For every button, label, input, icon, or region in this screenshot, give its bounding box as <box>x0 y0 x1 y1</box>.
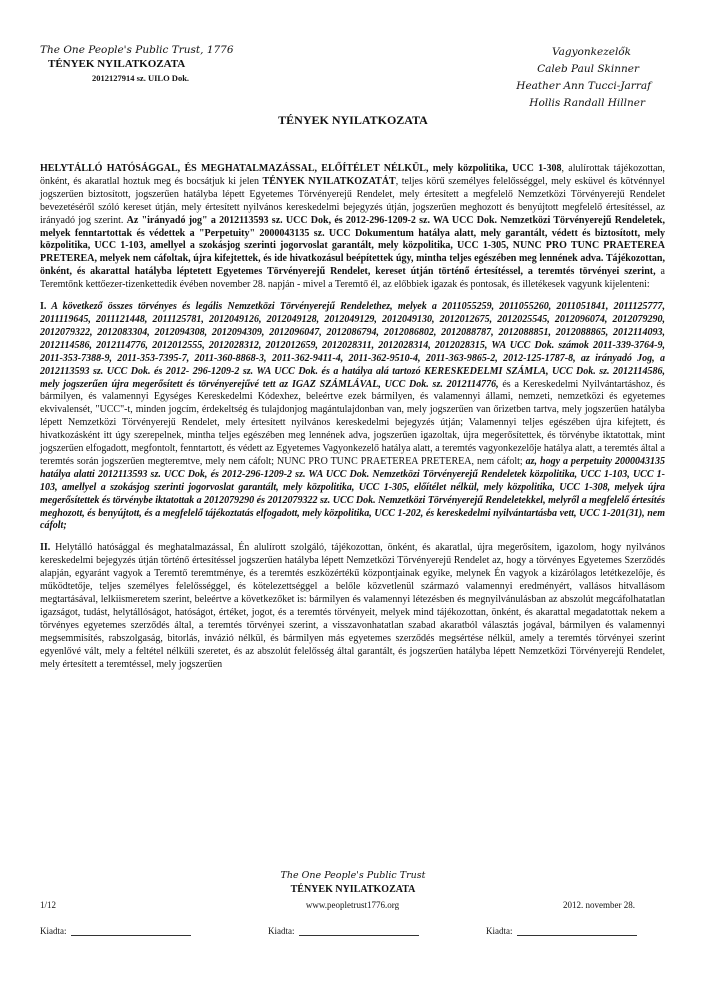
signature-line <box>299 926 419 936</box>
footer-title-block <box>0 870 706 895</box>
section-one-decrees: A következő összes törvényes és legális Nemzetközi Törvényerejű Rendelethez, melyek a 2011055259, 2011055260, 2011051841, 2011125777, 2011119645, 2011121448, 2011125781, 2012049126, 2012049128, 2012049129, 2012049130, 2012012675, 2012025545, 2012096074, 2012079290, 2012079322, 2012083304, 2012094308, 2012094309, 2012096047, 2012086794, 2012086802, 2012088787, 2012088851, 2012088865, 2012114093, 2012114586, 2012114776, 2012012555, 2012028312, 2012012659, 2012028311, 2012028314, 2012028315, WA UCC Dok. számok 2011-339-3764-9, 2011-353-7388-9, 2011-353-7395-7, 2011-360-8868-3, 2011-362-9411-4, 2011-362-9510-4, 2011-363-9865-2, 2012-125-1787-8, az irányadó Jog, a 2012113593 sz. UCC Dok. és 2012- 296-1209-2 sz. WA UCC Dok. és a hatálya alá tartozó KERESKEDELMI SZÁMLA, UCC Dok. sz. 2012114586, mely jogszerűen újra megerősített és törvényerejűvé tett az IGAZ SZÁMLÁVAL, UCC Dok. sz. 2012114776, <box>40 301 665 390</box>
header-right <box>451 44 651 112</box>
footer-doc-title: TÉNYEK NYILATKOZATA <box>290 884 416 895</box>
doc-number: 2012127914 sz. UILO Dok. <box>92 73 190 83</box>
section-two-text: Helytálló hatósággal és meghatalmazással, Én alulírott szolgáló, tájékozottan, önként, és akaratlal, újra megerősítem, igazolom, hogy nyilvános kereskedelmi bejegyzés útján történő értesítéssel jogszerűen hatályba lépett Nemzetközi Törvényerejű Rendelet az, hogy a törvényes Egyetemes Szerződés alapján, egyaránt vagyok a Teremtő teremtménye, és a teremtés eszközértékű központjainak egyike, melynek Én vagyok a kizárólagos letétkezelője, és működtetője, teljes személyes felelősséggel, és kötelezettséggel a belőle közvetlenül származó valamennyi eredményért, vallásos hitvallásom megtartásával, lelkiismeretem szerint, beleértve a következőket is: bármilyen és valamennyi létezésben és megnyilvánulásban az abszolút megcáfolhatatlan igazságot, tudást, helytállóságot, hatóságot, értéket, jogot, és a teremtés törvényeit, melyek mind tájékozottan, önként, és akarattal megadatottak nekem a törvényes egyetemes szerződés által, a teremtés törvényei szerint, a visszavonhatatlan szabad akaratból választás jogával, bármilyen és valamennyi megsemmisítés, rabszolgaság, bitorlás, invázió nélkül, és bármilyen más egyetemes szerződés megsértése nélkül, amely a teremtés törvényei szerint egyenlővé vált, mely a feltétel nélküli szeretet, és az abszolút felelősség által garantált, és jogszerűen hatályba lépett Nemzetközi Törvényerejű Rendelet, mely értesített a teremtéssel, mely jogszerűen <box>40 542 665 670</box>
section-one-text: és a Kereskedelmi Nyilvántartáshoz, és bármilyen, és valamennyi Egységes Kereskedelmi Kódexhez, beleértve ezek bármilyen, és valamennyi állami, nemzeti, nemzetközi és egyetemes ekvivalensét, "UCC"-t, minden jogcím, érdekeltség és tulajdonjog magántulajdonban van, mely jogszerűen van őrizetben tartva, mely jogszerűen hatályba lépett Nemzetközi Törvényerejű Rendelet, mely értesített nyilvános kereskedelmi bejegyzés útján; Valamennyi teljes egészében újra kifejtett, és hivatkozásként itt úgy szerepelnek, mintha teljes egészében meg lennének adva, jogszerűen igazoltak, újra megerősítettek, és törvénybe iktatottak, mint jogszerűen elfogadott, megfontolt, fenntartott, és védett az Egyetemes Vagyonkezelő hatálya alatt, a teremtés vagyonkezelője hatálya alatt, a teremtés által a teremtés során jogszerűen megteremtve, mely nem cáfolt; NUNC PRO TUNC PRAETEREA PRETEREA, nem cáfolt; <box>40 378 665 467</box>
intro-heading: HELYTÁLLÓ HATÓSÁGGAL, ÉS MEGHATALMAZÁSSAL, ELŐÍTÉLET NÉLKÜL, mely közpolitika, UCC 1-308 <box>40 163 562 174</box>
page-title: TÉNYEK NYILATKOZATA <box>278 113 428 127</box>
signature-label: Kiadta: <box>40 926 67 936</box>
intro-governing-law: Az "irányadó jog" a 2012113593 sz. UCC Dok, és 2012-296-1209-2 sz. WA UCC Dok. Nemzetközi Törvényerejű Rendeletek, melyek fenntartottak és védettek a "Perpetuity" 2000043135 sz. UCC Dokumentum hatálya alatt, mely garantált, védett és biztosított, mely közpolitika, UCC 1-103, amellyel a szokásjog szerinti jogorvoslat garantált, mely közpolitika, UCC 1-305, NUNC PRO TUNC PRAETEREA PRETEREA, melyek nem cáfoltak, újra kifejtettek, és ide hivatkozásul beépítettek úgy, mintha teljes egészében meg lennének adva. Tájékozottan, önként, és akarattal hatályba léptetett Egyetemes Törvényerejű Rendelet, kereset útján történő értesítéssel, a teremtés törvényei szerint, <box>40 214 665 278</box>
footer-trust-name: The One People's Public Trust <box>280 870 426 881</box>
trust-name: The One People's Public Trust, 1776 <box>40 44 234 56</box>
document-body <box>40 163 665 680</box>
page-number: 1/12 <box>40 900 57 910</box>
signature-line <box>71 926 191 936</box>
header-doc-title: TÉNYEK NYILATKOZATA <box>48 58 186 70</box>
signature-line <box>517 926 637 936</box>
trustee-name: Heather Ann Tucci-Jarraf <box>516 80 651 92</box>
trustee-name: Hollis Randall Hillner <box>529 97 645 109</box>
intro-text-cont: , teljes körű személyes felelősséggel, mely esküvel és kötvénnyel jogszerűen biztosított, jogszerűen hatályba lépett Egyetemes Törvényerejű Rendelet, mely értesített a megfelelő Nemzetközi Törvényerejű Rendelet bevezetéséről szóló kereset útján, mely értesített nyilvános kereskedelmi bejegyzés útján, jogszerűen meghozott és benyújtott megfelelő értesítéssel, az irányadó jog szerint. <box>40 175 665 226</box>
signature-field <box>40 926 191 936</box>
intro-closing: a Teremtőnk kettőezer-tizenkettedik évében november 28. napján - mivel a Teremtő él, az előbbiek igazak és pontosak, és illetékesek vagyunk kijelenteni: <box>40 266 665 291</box>
intro-text: , alulírottak tájékozottan, önként, és akaratlal hoztuk meg és bocsátjuk ki jelen <box>40 163 666 187</box>
footer-date: 2012. november 28. <box>563 900 635 910</box>
signature-label: Kiadta: <box>486 926 513 936</box>
signature-field <box>486 926 637 936</box>
intro-declaration: TÉNYEK NYILATKOZATÁT <box>262 175 396 187</box>
signature-label: Kiadta: <box>268 926 295 936</box>
trustee-name: Caleb Paul Skinner <box>537 63 639 75</box>
section-one <box>40 301 665 533</box>
section-two <box>40 542 665 671</box>
intro-paragraph <box>40 163 665 292</box>
header-left <box>40 44 280 83</box>
trustee-label: Vagyonkezelők <box>552 46 631 58</box>
section-one-number: I. <box>40 301 47 313</box>
footer-url: www.peopletrust1776.org <box>305 900 400 910</box>
section-one-closing: az, hogy a perpetuity 2000043135 hatálya alatti 2012113593 sz. UCC Dok, és 2012-296-1209-2 sz. WA UCC Dok. Nemzetközi Törvényerejű Rendeletek közpolitika, UCC 1-103, UCC 1-103, amellyel a szokásjog szerinti jogorvoslat garantált, mely közpolitika, UCC 1-305, előítélet nélkül, mely közpolitika, UCC 1-308, melyek újra megerősítettek és törvénybe iktatottak a 2012079290 és 2012079322 sz. UCC Dok. Nemzetközi Törvényerejű Rendeletekkel, melyről a megfelelő értesítés meghozott, és benyújtott, és a megfelelő tájékoztatás elfogadott, mely közpolitika, UCC 1-202, és kereskedelmi nyilvántartásba vett, UCC 1-201(31), nem cáfolt; <box>40 455 666 532</box>
section-two-number: II. <box>40 542 51 554</box>
signature-field <box>268 926 419 936</box>
